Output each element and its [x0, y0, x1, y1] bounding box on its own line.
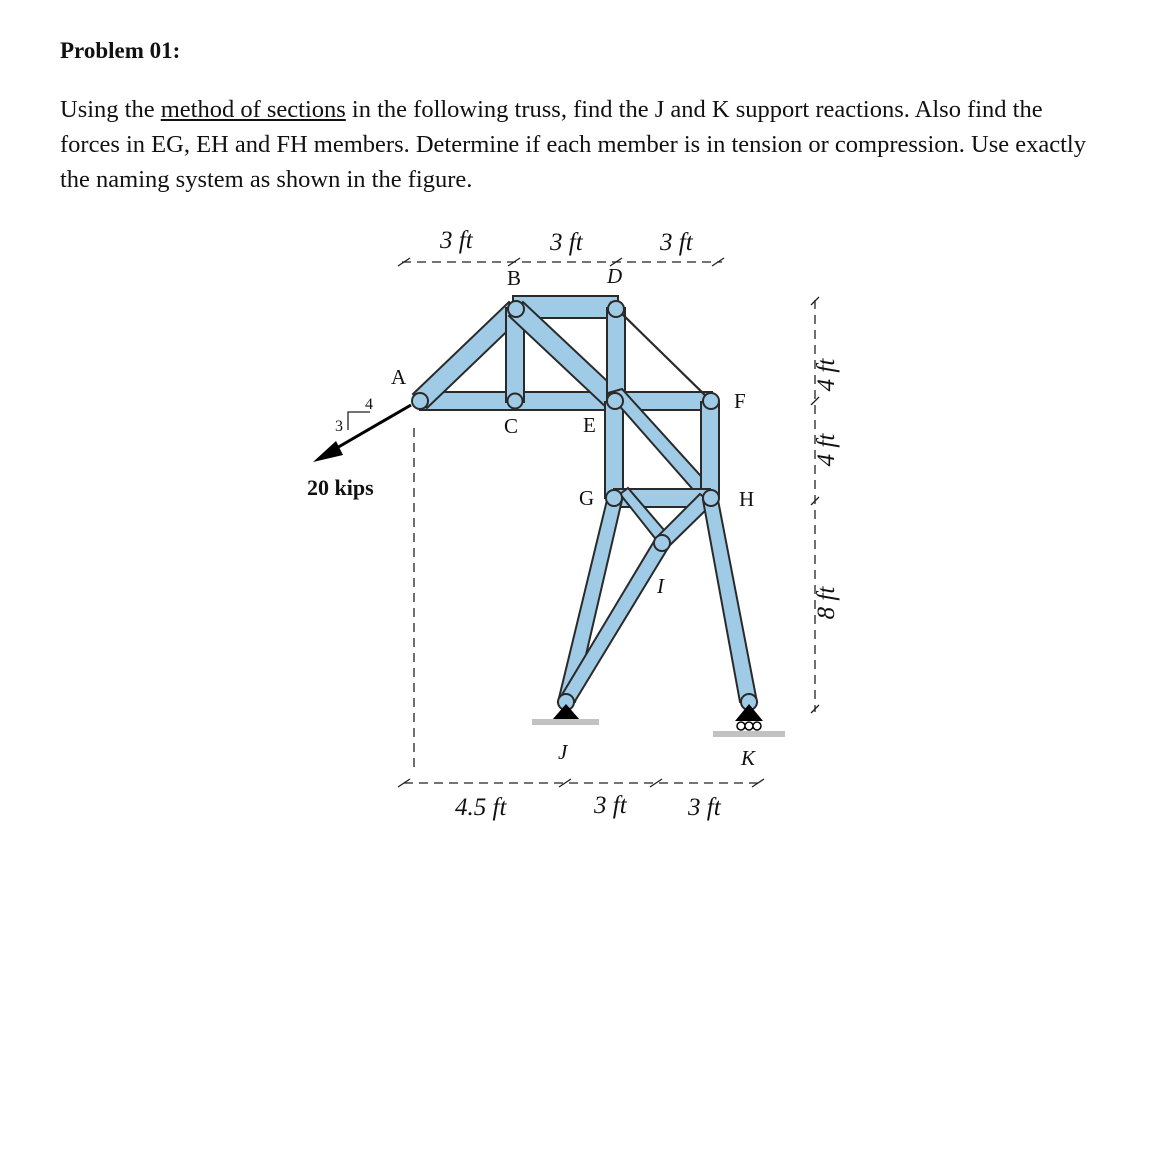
- roller-3: [753, 722, 761, 730]
- bottom-dim-3: 3 ft: [688, 794, 721, 821]
- bottom-dim-2: 3 ft: [594, 792, 627, 819]
- statement-body: in the following truss, find the J and K support reactions. Also find the forces in EG, EH and FH members. Determine if each member is in tension or compression. Use exactly the naming system as shown in the figure.: [60, 96, 1086, 193]
- roller-1: [737, 722, 745, 730]
- top-dim-1: 3 ft: [440, 227, 473, 254]
- problem-title: Problem 01:: [60, 38, 181, 63]
- label-B: B: [507, 266, 522, 290]
- pin-C: [508, 394, 523, 409]
- support-J-pin: [532, 704, 599, 725]
- roller-2: [745, 722, 753, 730]
- top-dim-3: 3 ft: [660, 229, 693, 256]
- slope-rise-label: 3: [335, 418, 343, 435]
- pin-E: [607, 393, 623, 409]
- support-K-triangle: [735, 704, 763, 721]
- pin-H: [703, 490, 719, 506]
- slope-triangle: [348, 412, 370, 430]
- load-magnitude-label: 20 kips: [307, 475, 374, 500]
- support-K-roller: [713, 704, 785, 737]
- pin-F: [703, 393, 719, 409]
- method-of-sections-underlined: method of sections: [160, 96, 346, 123]
- load-arrowhead: [313, 441, 343, 462]
- member-IJ: [560, 538, 668, 706]
- statement-intro: Using the: [60, 96, 161, 123]
- label-F: F: [734, 389, 746, 413]
- support-J-triangle: [552, 704, 580, 720]
- pin-G: [606, 490, 622, 506]
- slope-run-label: 4: [365, 396, 373, 413]
- right-dim-2: 4 ft: [813, 433, 840, 467]
- label-C: C: [504, 414, 519, 438]
- load-arrow: [313, 405, 411, 462]
- pin-I: [654, 535, 670, 551]
- label-D: D: [607, 264, 623, 288]
- pin-D: [608, 301, 624, 317]
- right-dim-1: 4 ft: [813, 358, 840, 392]
- label-E: E: [583, 413, 596, 437]
- pin-B: [508, 301, 524, 317]
- support-J-ground: [532, 719, 599, 725]
- pin-A: [412, 393, 428, 409]
- bottom-dim-1: 4.5 ft: [455, 794, 507, 821]
- member-AF: [420, 392, 712, 410]
- label-A: A: [391, 365, 407, 389]
- top-dim-2: 3 ft: [550, 229, 583, 256]
- label-I: I: [657, 574, 664, 598]
- label-J: J: [558, 740, 568, 764]
- right-dim-3: 8 ft: [813, 586, 840, 620]
- label-K: K: [741, 746, 756, 770]
- support-K-ground: [713, 731, 785, 737]
- member-HK: [703, 500, 757, 702]
- member-EG: [605, 402, 623, 498]
- label-H: H: [739, 487, 755, 511]
- label-G: G: [579, 486, 595, 510]
- member-FH: [701, 402, 719, 498]
